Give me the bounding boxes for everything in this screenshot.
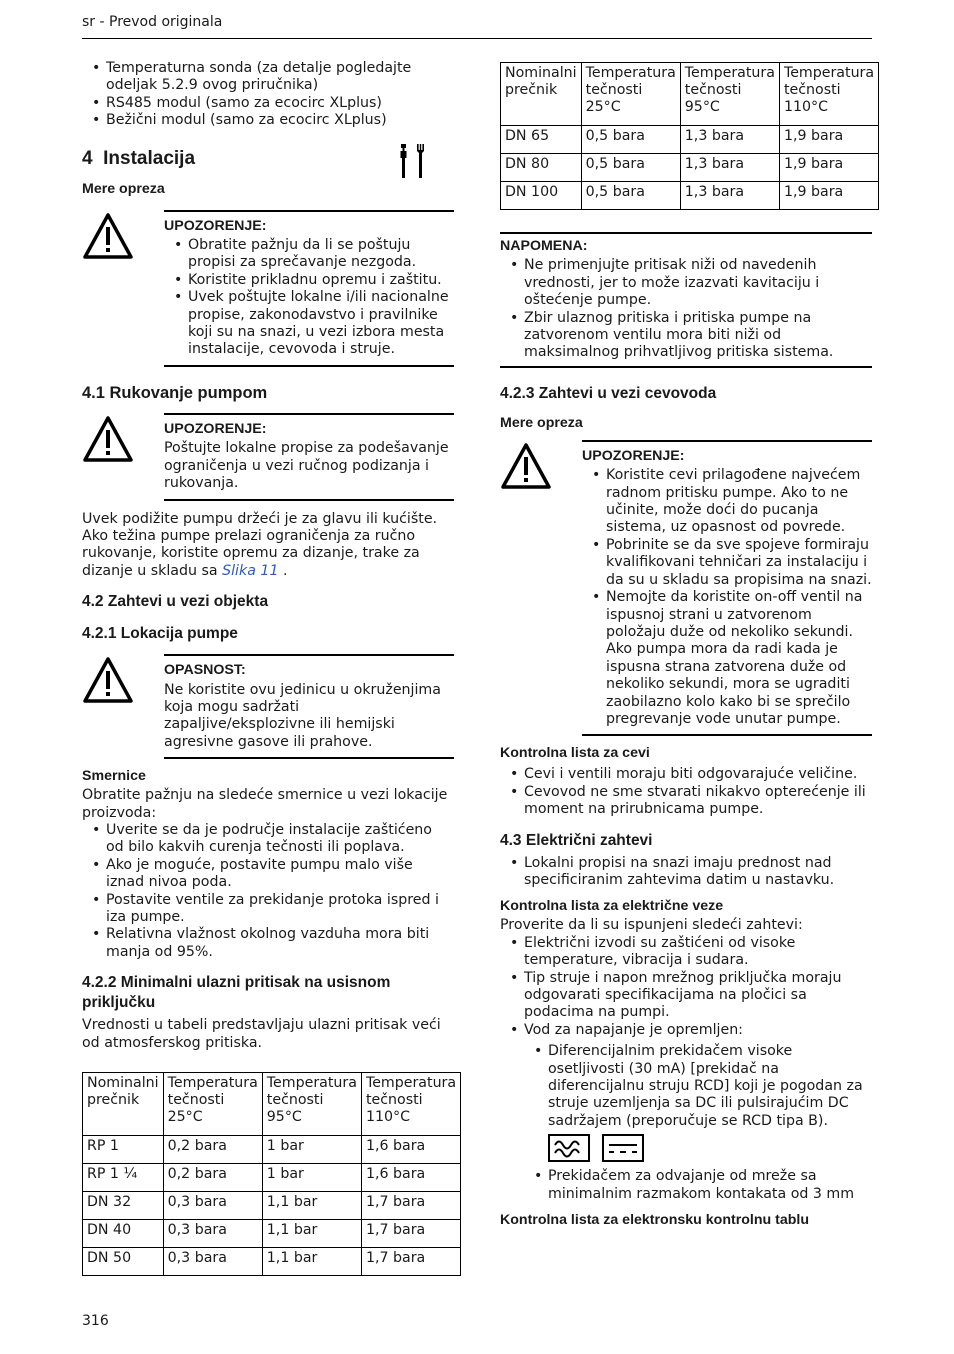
section-4-2-2-heading: 4.2.2 Minimalni ulazni pritisak na usisnom priključku — [82, 974, 391, 1012]
list-item: • Koristite prikladnu opremu i zaštitu. — [164, 272, 454, 289]
warning-triangle-icon — [82, 656, 134, 704]
warning-block — [500, 440, 872, 737]
guidelines-list — [82, 822, 454, 961]
warning-block — [82, 413, 454, 501]
table-cell: 1,7 bara — [361, 1248, 460, 1276]
table-header-cell: Temperatura tečnosti 95°C — [262, 1073, 361, 1136]
tools-icon — [398, 142, 428, 180]
handling-paragraph — [82, 511, 454, 581]
table-cell: 0,3 bara — [163, 1248, 262, 1276]
table-cell: 0,5 bara — [581, 126, 680, 154]
warning-title: UPOZORENJE: — [164, 217, 267, 234]
list-item: • Temperaturna sonda (za detalje pogledajte odeljak 5.2.9 ovog priručnika) — [82, 60, 454, 95]
right-column — [500, 62, 875, 1229]
table-header-cell: Temperatura tečnosti 25°C — [163, 1073, 262, 1136]
table-cell: RP 1 ¼ — [83, 1164, 164, 1192]
table-cell: 1,1 bar — [262, 1192, 361, 1220]
list-item: • Uvek poštujte lokalne i/ili nacionalne propise, zakonodavstvo i pravilnike koji su na snazi, u vezi izbora mesta instalacije, cevovoda i struje. — [164, 289, 454, 359]
list-item: • Ako je moguće, postavite pumpu malo više iznad nivoa poda. — [82, 857, 454, 892]
table-cell: 1,3 bara — [680, 182, 779, 210]
warning-triangle-icon — [82, 212, 134, 260]
section-4-2-1-heading: 4.2.1 Lokacija pumpe — [82, 625, 238, 643]
pipe-checklist-heading: Kontrolna lista za cevi — [500, 745, 650, 762]
warning-triangle-icon — [82, 415, 134, 463]
table-row — [501, 182, 879, 210]
table-cell: 1,7 bara — [361, 1192, 460, 1220]
intro-bullet-list — [82, 60, 454, 130]
table-header-cell: Temperatura tečnosti 25°C — [581, 63, 680, 126]
table-cell: DN 65 — [501, 126, 582, 154]
list-item: • Ne primenjujte pritisak niži od navedenih vrednosti, jer to može izazvati kavitaciju i oštećenje pumpe. — [500, 257, 872, 309]
list-item: • Diferencijalnim prekidačem visoke osetljivosti (30 mA) [prekidač na diferencijalnu struju RCD] koji je pogodan za struje uzemljenja sa DC ili pulsirajućim DC sadržajem (preporučuje se RCD tipa B). — [500, 1043, 872, 1130]
list-item: • Pobrinite se da sve spojeve formiraju kvalifikovani tehničari za instalaciju i da su u skladu sa propisima na snazi. — [582, 537, 872, 589]
list-item: • Električni izvodi su zaštićeni od visoke temperature, vibracija i sudara. — [500, 935, 872, 970]
table-cell: 1 bar — [262, 1136, 361, 1164]
list-item: • Tip struje i napon mrežnog priključka moraju odgovarati specifikacijama na pločici sa podacima na pumpi. — [500, 970, 872, 1022]
table-header-cell: Nominalni prečnik — [83, 1073, 164, 1136]
figure-reference-link[interactable]: Slika 11 — [222, 562, 279, 579]
warning-title: UPOZORENJE: — [164, 420, 267, 437]
guidelines-intro: Obratite pažnju na sledeće smernice u vezi lokacije proizvoda: — [82, 787, 448, 821]
list-item: • Postavite ventile za prekidanje protoka ispred i iza pumpe. — [82, 892, 454, 927]
table-cell: 0,5 bara — [581, 182, 680, 210]
table-cell: DN 50 — [83, 1248, 164, 1276]
electrical-checklist — [500, 935, 872, 1039]
list-item: • Koristite cevi prilagođene najvećem radnom pritisku pumpe. Ako to ne učinite, može doći do pucanja sistema, uz opasnost od povrede. — [582, 467, 872, 537]
list-item: • Cevovod ne sme stvarati nikakvo opterećenje ili moment na prirubnicama pumpe. — [500, 784, 872, 819]
table-row — [83, 1136, 461, 1164]
table-cell: 1,1 bar — [262, 1248, 361, 1276]
table-cell: 0,2 bara — [163, 1136, 262, 1164]
ac-wave-icon — [548, 1134, 590, 1162]
header-rule — [82, 38, 872, 39]
paragraph-text: Uvek podižite pumpu držeći je za glavu ili kućište. Ako težina pumpe prelazi ograničenja za ručno rukovanje, koristite opremu za dizanje, trake za dizanje u skladu sa — [82, 510, 438, 579]
table-cell: 0,5 bara — [581, 154, 680, 182]
table-row — [83, 1164, 461, 1192]
danger-text: Ne koristite ovu jedinicu u okruženjima koja mogu sadržati zapaljive/eksplozivne ili hemijski agresivne gasove ili prahove. — [164, 681, 441, 750]
warning-block — [82, 210, 454, 367]
section-4-heading — [82, 148, 454, 170]
list-item: • Prekidačem za odvajanje od mreže sa minimalnim razmakom kontakata od 3 mm — [500, 1168, 872, 1203]
list-item: • Vod za napajanje je opremljen: — [500, 1022, 872, 1039]
list-item: • Zbir ulaznog pritiska i pritiska pumpe na zatvorenom ventilu mora biti niži od maksimalnog prihvatljivog pritiska sistema. — [500, 310, 872, 362]
table-row — [83, 1248, 461, 1276]
rcd-type-icons — [500, 1134, 872, 1164]
note-block — [500, 232, 872, 368]
list-item: • Lokalni propisi na snazi imaju prednost nad specificiranim zahtevima datim u nastavku. — [500, 855, 872, 890]
table-cell: 0,3 bara — [163, 1192, 262, 1220]
electrical-checklist-intro: Proverite da li su ispunjeni sledeći zahtevi: — [500, 917, 803, 934]
paragraph-text: . — [278, 562, 288, 579]
warning-text: Poštujte lokalne propise za podešavanje ograničenja u vezi ručnog podizanja i rukovanja. — [164, 440, 449, 492]
table-header-row — [501, 63, 879, 126]
dc-icon — [602, 1134, 644, 1162]
table-row — [83, 1220, 461, 1248]
table-cell: 1,6 bara — [361, 1164, 460, 1192]
list-item: • Obratite pažnju da li se poštuju propisi za sprečavanje nezgoda. — [164, 237, 454, 272]
table-header-cell: Nominalni prečnik — [501, 63, 582, 126]
list-item: • Bežični modul (samo za ecocirc XLplus) — [82, 112, 454, 129]
list-item: • Cevi i ventili moraju biti odgovarajuće veličine. — [500, 766, 872, 783]
list-item: • RS485 modul (samo za ecocirc XLplus) — [82, 95, 454, 112]
table-cell: 1,3 bara — [680, 126, 779, 154]
section-4-3-heading: 4.3 Električni zahtevi — [500, 831, 653, 849]
note-title: NAPOMENA: — [500, 238, 588, 254]
table-cell: RP 1 — [83, 1136, 164, 1164]
power-line-sublist — [500, 1168, 872, 1203]
electronic-panel-checklist-heading: Kontrolna lista za elektronsku kontrolnu tablu — [500, 1212, 810, 1229]
danger-block — [82, 654, 454, 759]
table-cell: DN 32 — [83, 1192, 164, 1220]
table-header-row — [83, 1073, 461, 1136]
pressure-table — [500, 62, 879, 210]
table-row — [501, 126, 879, 154]
table-cell: 1,3 bara — [680, 154, 779, 182]
section-4-2-heading: 4.2 Zahtevi u vezi objekta — [82, 593, 269, 611]
guidelines-heading: Smernice — [82, 768, 146, 785]
list-item: • Relativna vlažnost okolnog vazduha mora biti manja od 95%. — [82, 926, 454, 961]
table-cell: 1 bar — [262, 1164, 361, 1192]
table-cell: DN 100 — [501, 182, 582, 210]
electrical-checklist-heading: Kontrolna lista za električne veze — [500, 898, 724, 915]
table-cell: 1,9 bara — [779, 154, 878, 182]
precautions-subheading: Mere opreza — [500, 414, 583, 431]
table-cell: 1,1 bar — [262, 1220, 361, 1248]
electrical-requirements-list — [500, 855, 872, 890]
table-cell: DN 80 — [501, 154, 582, 182]
page-number: 316 — [82, 1313, 109, 1329]
table-cell: 0,2 bara — [163, 1164, 262, 1192]
table-row — [83, 1192, 461, 1220]
table-row — [501, 154, 879, 182]
section-4-2-2-text: Vrednosti u tabeli predstavljaju ulazni pritisak veći od atmosferskog pritiska. — [82, 1017, 441, 1051]
table-cell: DN 40 — [83, 1220, 164, 1248]
danger-title: OPASNOST: — [164, 662, 246, 679]
warning-triangle-icon — [500, 442, 552, 490]
pipe-checklist — [500, 766, 872, 818]
table-cell: 1,7 bara — [361, 1220, 460, 1248]
precautions-subheading: Mere opreza — [82, 180, 165, 197]
section-title: Instalacija — [103, 147, 196, 169]
list-item: • Uverite se da je područje instalacije zaštićeno od bilo kakvih curenja tečnosti ili poplava. — [82, 822, 454, 857]
left-column — [82, 60, 457, 1276]
pressure-table — [82, 1072, 461, 1276]
table-cell: 1,9 bara — [779, 126, 878, 154]
power-line-sublist — [500, 1043, 872, 1130]
table-header-cell: Temperatura tečnosti 110°C — [779, 63, 878, 126]
warning-title: UPOZORENJE: — [582, 447, 685, 464]
section-4-1-heading: 4.1 Rukovanje pumpom — [82, 383, 268, 402]
section-4-2-3-heading: 4.2.3 Zahtevi u vezi cevovoda — [500, 384, 717, 402]
table-header-cell: Temperatura tečnosti 110°C — [361, 1073, 460, 1136]
section-number: 4 — [82, 147, 93, 169]
page-header: sr - Prevod originala — [82, 14, 223, 30]
table-header-cell: Temperatura tečnosti 95°C — [680, 63, 779, 126]
table-cell: 1,6 bara — [361, 1136, 460, 1164]
list-item: • Nemojte da koristite on-off ventil na ispusnoj strani u zatvorenom položaju duže od nekoliko sekundi. Ako pumpa mora da radi kada je ispusna strana zatvorena duže od nekoliko sekundi, mora se ugraditi zaobilazno kolo kako bi se sprečilo pregrevanje vode unutar pumpe. — [582, 589, 872, 728]
table-cell: 0,3 bara — [163, 1220, 262, 1248]
table-cell: 1,9 bara — [779, 182, 878, 210]
